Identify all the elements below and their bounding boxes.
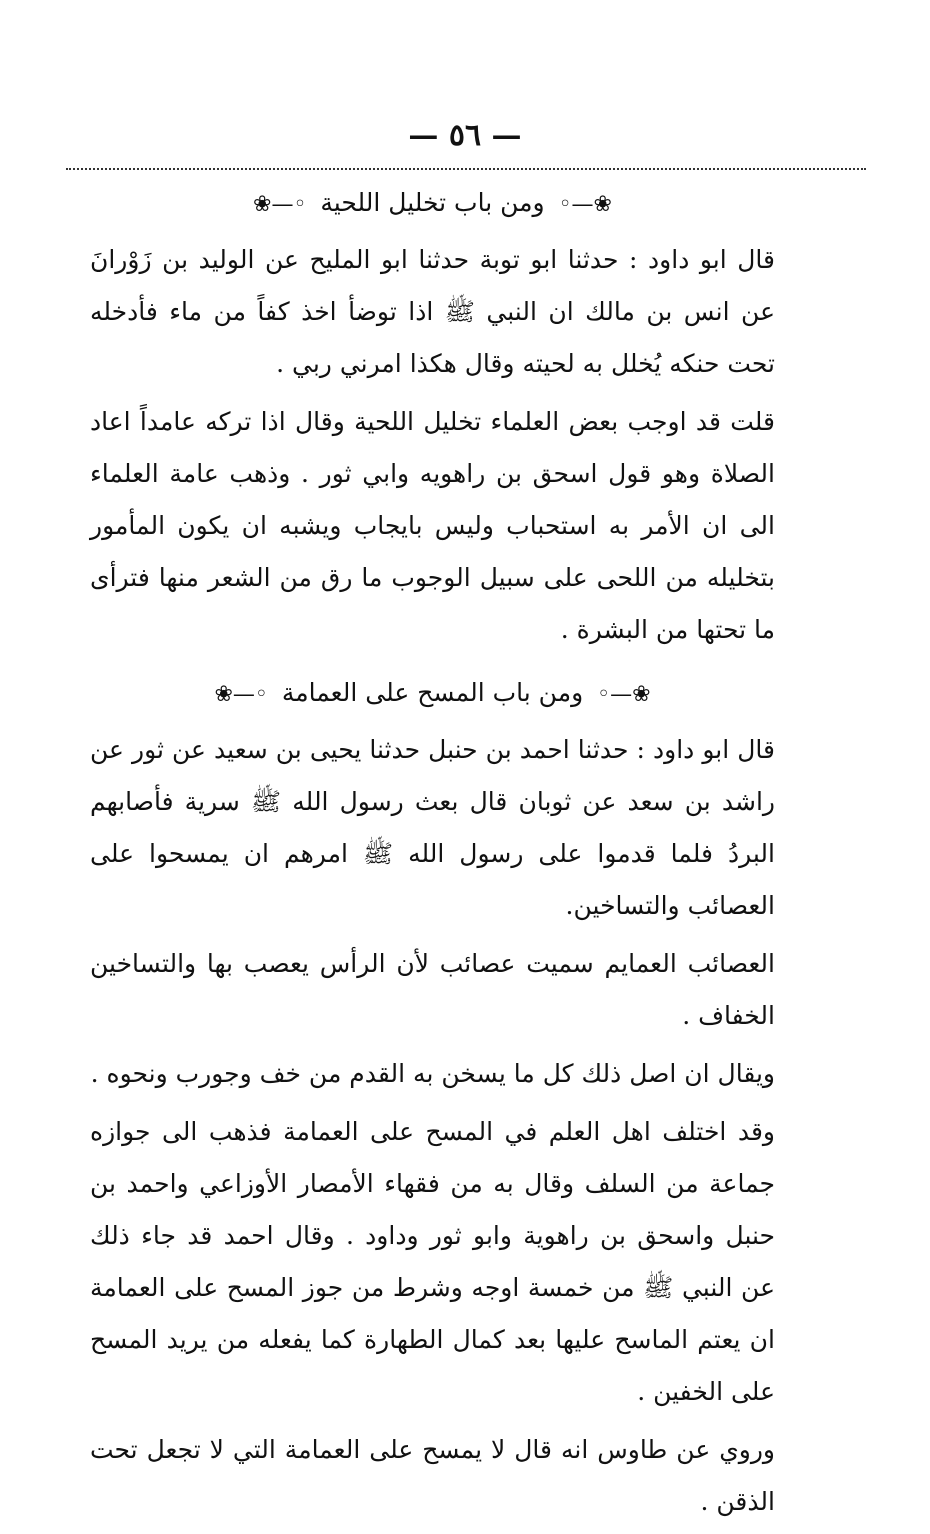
section-heading-turban <box>90 662 775 724</box>
ornament-left: ◦—❀ <box>253 192 307 217</box>
paragraph: وروي عن طاوس انه قال لا يمسح على العمامة التي لا تجعل تحت الذقن . <box>90 1435 775 1516</box>
section-heading-beard <box>90 172 775 234</box>
section-heading-text: ومن باب تخليل اللحية <box>320 188 545 217</box>
ornament-right: ❀—◦ <box>558 192 612 217</box>
paragraph: العصائب العمايم سميت عصائب لأن الرأس يعصب بها والتساخين الخفاف . <box>90 949 775 1030</box>
page-body <box>90 172 775 1534</box>
paragraph: قلت قد اوجب بعض العلماء تخليل اللحية وقال اذا تركه عامداً اعاد الصلاة وهو قول اسحق بن راهويه وابي ثور . وذهب عامة العلماء الى ان الأمر به استحباب وليس بايجاب ويشبه ان يكون المأمور بتخليله من اللحى على سبيل الوجوب ما رق من الشعر منها فترأى ما تحتها من البشرة . <box>90 407 775 644</box>
ornament-right: ❀—◦ <box>597 682 651 707</box>
paragraph: قال ابو داود : حدثنا ابو توبة حدثنا ابو المليح عن الوليد بن زَوْرانَ عن انس بن مالك ان النبي ﷺ اذا توضأ اخذ كفاً من ماء فأدخله تحت حنكه يُخلل به لحيته وقال هكذا امرني ربي . <box>90 245 775 378</box>
page-number: — ٥٦ — <box>408 118 522 153</box>
paragraph: وقد اختلف اهل العلم في المسح على العمامة فذهب الى جوازه جماعة من السلف وقال به من فقهاء الأمصار الأوزاعي واحمد بن حنبل واسحق بن راهوية وابو ثور وداود . وقال احمد قد جاء ذلك عن النبي ﷺ من خمسة اوجه وشرط من جوز المسح على العمامة ان يعتم الماسح عليها بعد كمال الطهارة كما يفعله من يريد المسح على الخفين . <box>90 1117 776 1406</box>
paragraph: قال ابو داود : حدثنا احمد بن حنبل حدثنا يحيى بن سعيد عن ثور عن راشد بن سعد عن ثوبان قال بعث رسول الله ﷺ سرية فأصابهم البردُ فلما قدموا على رسول الله ﷺ امرهم ان يمسحوا على العصائب والتساخين. <box>90 735 775 920</box>
ornament-left: ◦—❀ <box>214 682 268 707</box>
section-heading-text: ومن باب المسح على العمامة <box>281 678 584 707</box>
header-divider <box>66 168 866 170</box>
paragraph: ويقال ان اصل ذلك كل ما يسخن به القدم من خف وجورب ونحوه . <box>90 1059 775 1088</box>
